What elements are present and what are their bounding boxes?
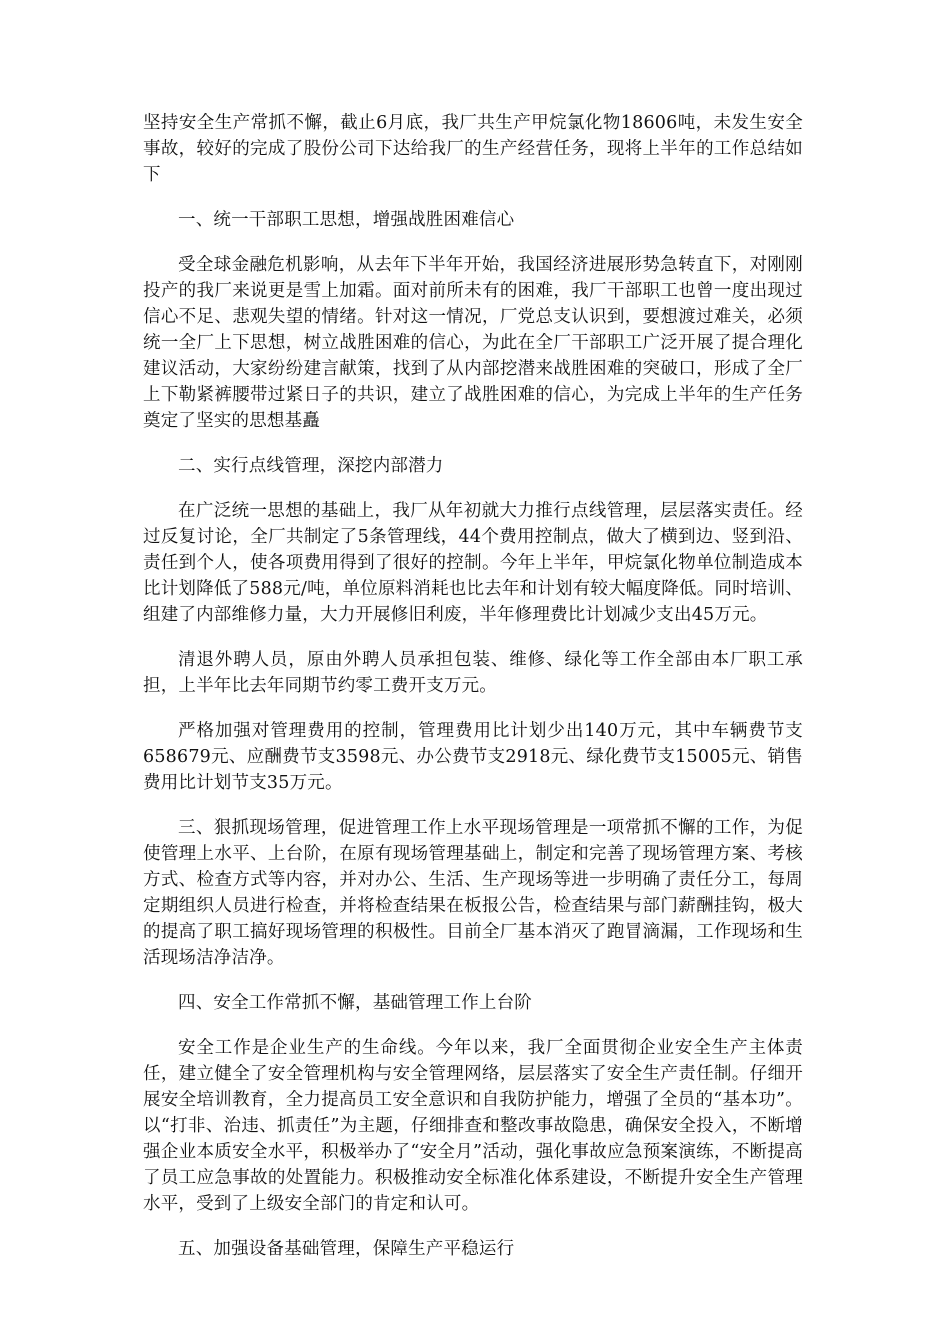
section-heading-5: 五、加强设备基础管理，保障生产平稳运行 <box>178 1239 515 1259</box>
body-paragraph: 三、狠抓现场管理，促进管理工作上水平现场管理是一项常抓不懈的工作，为促使管理上水平、上台阶，在原有现场管理基础上，制定和完善了现场管理方案、考核方式、检查方式等内容，并对办公、生活、生产现场等进一步明确了责任分工，每周定期组织人员进行检查，并将检查结果在板报公告，检查结果与部门薪酬挂钩，极大的提高了职工搞好现场管理的积极性。目前全厂基本消灭了跑冒滴漏，工作现场和生活现场洁净洁净。 <box>143 818 803 968</box>
intro-paragraph: 坚持安全生产常抓不懈，截止6月底，我厂共生产甲烷氯化物18606吨，未发生安全事故，较好的完成了股份公司下达给我厂的生产经营任务，现将上半年的工作总结如下 <box>143 113 803 185</box>
document-page <box>143 110 803 1281</box>
body-paragraph: 受全球金融危机影响，从去年下半年开始，我国经济进展形势急转直下，对刚刚投产的我厂来说更是雪上加霜。面对前所未有的困难，我厂干部职工也曾一度出现过信心不足、悲观失望的情绪。针对这一情况，厂党总支认识到，要想渡过难关，必须统一全厂上下思想，树立战胜困难的信心，为此在全厂干部职工广泛开展了提合理化建议活动，大家纷纷建言献策，找到了从内部挖潜来战胜困难的突破口，形成了全厂上下勒紧裤腰带过紧日子的共识，建立了战胜困难的信心，为完成上半年的生产任务奠定了坚实的思想基矗 <box>143 255 803 431</box>
body-paragraph: 安全工作是企业生产的生命线。今年以来，我厂全面贯彻企业安全生产主体责任，建立健全了安全管理机构与安全管理网络，层层落实了安全生产责任制。仔细开展安全培训教育，全力提高员工安全意识和自我防护能力，增强了全员的“基本功”。以“打非、治违、抓责任”为主题，仔细排查和整改事故隐患，确保安全投入，不断增强企业本质安全水平，积极举办了“安全月”活动，强化事故应急预案演练，不断提高了员工应急事故的处置能力。积极推动安全标准化体系建设，不断提升安全生产管理水平，受到了上级安全部门的肯定和认可。 <box>143 1038 803 1214</box>
section-heading-1: 一、统一干部职工思想，增强战胜困难信心 <box>178 210 515 230</box>
section-heading-2: 二、实行点线管理，深挖内部潜力 <box>178 456 444 476</box>
body-paragraph: 清退外聘人员，原由外聘人员承担包装、维修、绿化等工作全部由本厂职工承担，上半年比去年同期节约零工费开支万元。 <box>143 650 803 696</box>
body-paragraph: 严格加强对管理费用的控制，管理费用比计划少出140万元，其中车辆费节支658679元、应酬费节支3598元、办公费节支2918元、绿化费节支15005元、销售费用比计划节支35万元。 <box>143 721 803 793</box>
body-paragraph: 在广泛统一思想的基础上，我厂从年初就大力推行点线管理，层层落实责任。经过反复讨论，全厂共制定了5条管理线，44个费用控制点，做大了横到边、竖到沿、责任到个人，使各项费用得到了很好的控制。今年上半年，甲烷氯化物单位制造成本比计划降低了588元/吨，单位原料消耗也比去年和计划有较大幅度降低。同时培训、组建了内部维修力量，大力开展修旧利废，半年修理费比计划减少支出45万元。 <box>143 501 803 625</box>
section-heading-4: 四、安全工作常抓不懈，基础管理工作上台阶 <box>178 993 532 1013</box>
